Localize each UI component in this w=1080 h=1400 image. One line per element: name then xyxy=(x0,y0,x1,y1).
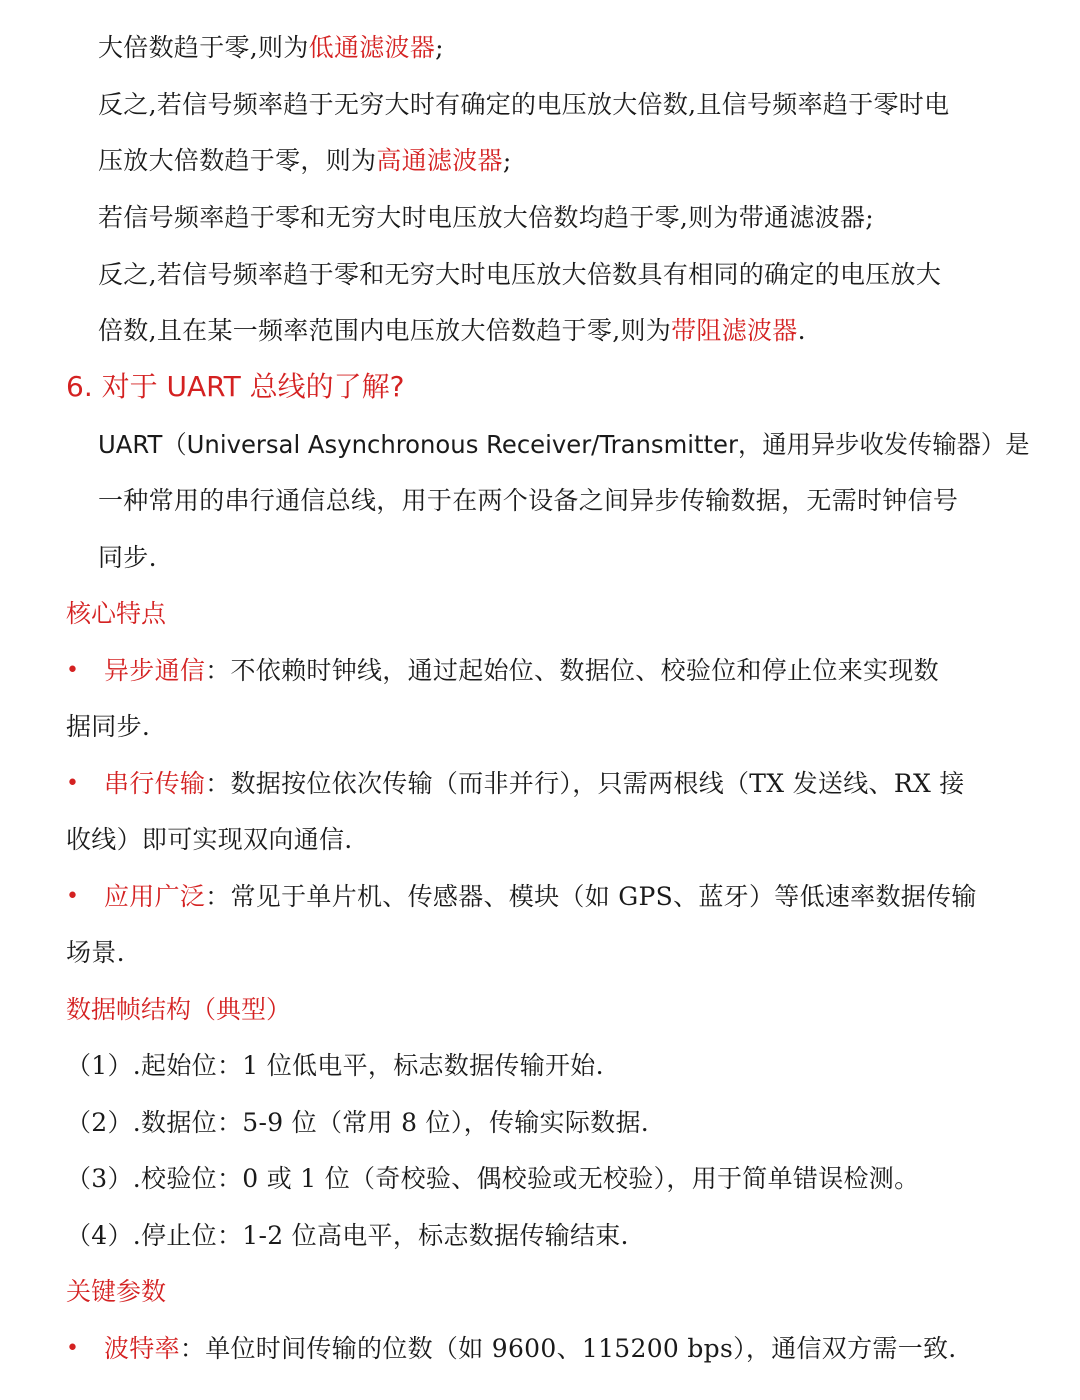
term-band-stop: 带阻滤波器 xyxy=(671,316,798,345)
feature-wide-use-line-1: 应用广泛：常见于单片机、传感器、模块（如 GPS、蓝牙）等低速率数据传输 xyxy=(104,882,977,911)
param-baud-rate: 波特率：单位时间传输的位数（如 9600、115200 bps），通信双方需一致. xyxy=(104,1334,957,1363)
param-label-baud-rate: 波特率 xyxy=(104,1334,180,1363)
section-6-title: 6. 对于 UART 总线的了解? xyxy=(66,370,405,403)
bullet-icon: • xyxy=(66,658,79,683)
feature-label-wide-use: 应用广泛 xyxy=(104,882,206,911)
term-high-pass: 高通滤波器 xyxy=(376,146,503,175)
para-line-4: 若信号频率趋于零和无穷大时电压放大倍数均趋于零,则为带通滤波器; xyxy=(98,203,874,232)
frame-item-start-bit: （1）.起始位：1 位低电平，标志数据传输开始. xyxy=(66,1051,604,1080)
uart-intro-line-1: UART（Universal Asynchronous Receiver/Transmitter，通用异步收发传输器）是 xyxy=(98,430,1030,459)
frame-item-stop-bit: （4）.停止位：1-2 位高电平，标志数据传输结束. xyxy=(66,1221,629,1250)
bullet-icon: • xyxy=(66,884,79,909)
feature-serial-line-2: 收线）即可实现双向通信. xyxy=(66,825,353,854)
para-line-2: 反之,若信号频率趋于无穷大时有确定的电压放大倍数,且信号频率趋于零时电 xyxy=(98,90,950,119)
feature-label-serial: 串行传输 xyxy=(104,769,206,798)
uart-intro-line-2: 一种常用的串行通信总线，用于在两个设备之间异步传输数据，无需时钟信号 xyxy=(98,486,959,515)
para-line-1: 大倍数趋于零,则为低通滤波器; xyxy=(98,33,444,62)
feature-wide-use-line-2: 场景. xyxy=(66,938,125,967)
frame-item-data-bits: （2）.数据位：5-9 位（常用 8 位），传输实际数据. xyxy=(66,1108,650,1137)
para-line-3: 压放大倍数趋于零，则为高通滤波器; xyxy=(98,146,512,175)
feature-label-async: 异步通信 xyxy=(104,656,206,685)
term-low-pass: 低通滤波器 xyxy=(308,33,436,62)
bullet-icon: • xyxy=(66,771,79,796)
bullet-icon: • xyxy=(66,1336,79,1361)
key-params-heading: 关键参数 xyxy=(66,1277,167,1306)
uart-intro-line-3: 同步. xyxy=(98,543,157,572)
para-line-5: 反之,若信号频率趋于零和无穷大时电压放大倍数具有相同的确定的电压放大 xyxy=(98,260,942,289)
frame-structure-heading: 数据帧结构（典型） xyxy=(66,995,292,1024)
feature-serial-line-1: 串行传输：数据按位依次传输（而非并行），只需两根线（TX 发送线、RX 接 xyxy=(104,769,965,798)
core-features-heading: 核心特点 xyxy=(66,599,167,628)
feature-async-line-1: 异步通信：不依赖时钟线，通过起始位、数据位、校验位和停止位来实现数 xyxy=(104,656,939,685)
para-line-6: 倍数,且在某一频率范围内电压放大倍数趋于零,则为带阻滤波器. xyxy=(98,316,806,345)
frame-item-parity-bit: （3）.校验位：0 或 1 位（奇校验、偶校验或无校验），用于简单错误检测。 xyxy=(66,1164,920,1193)
feature-async-line-2: 据同步. xyxy=(66,712,151,741)
